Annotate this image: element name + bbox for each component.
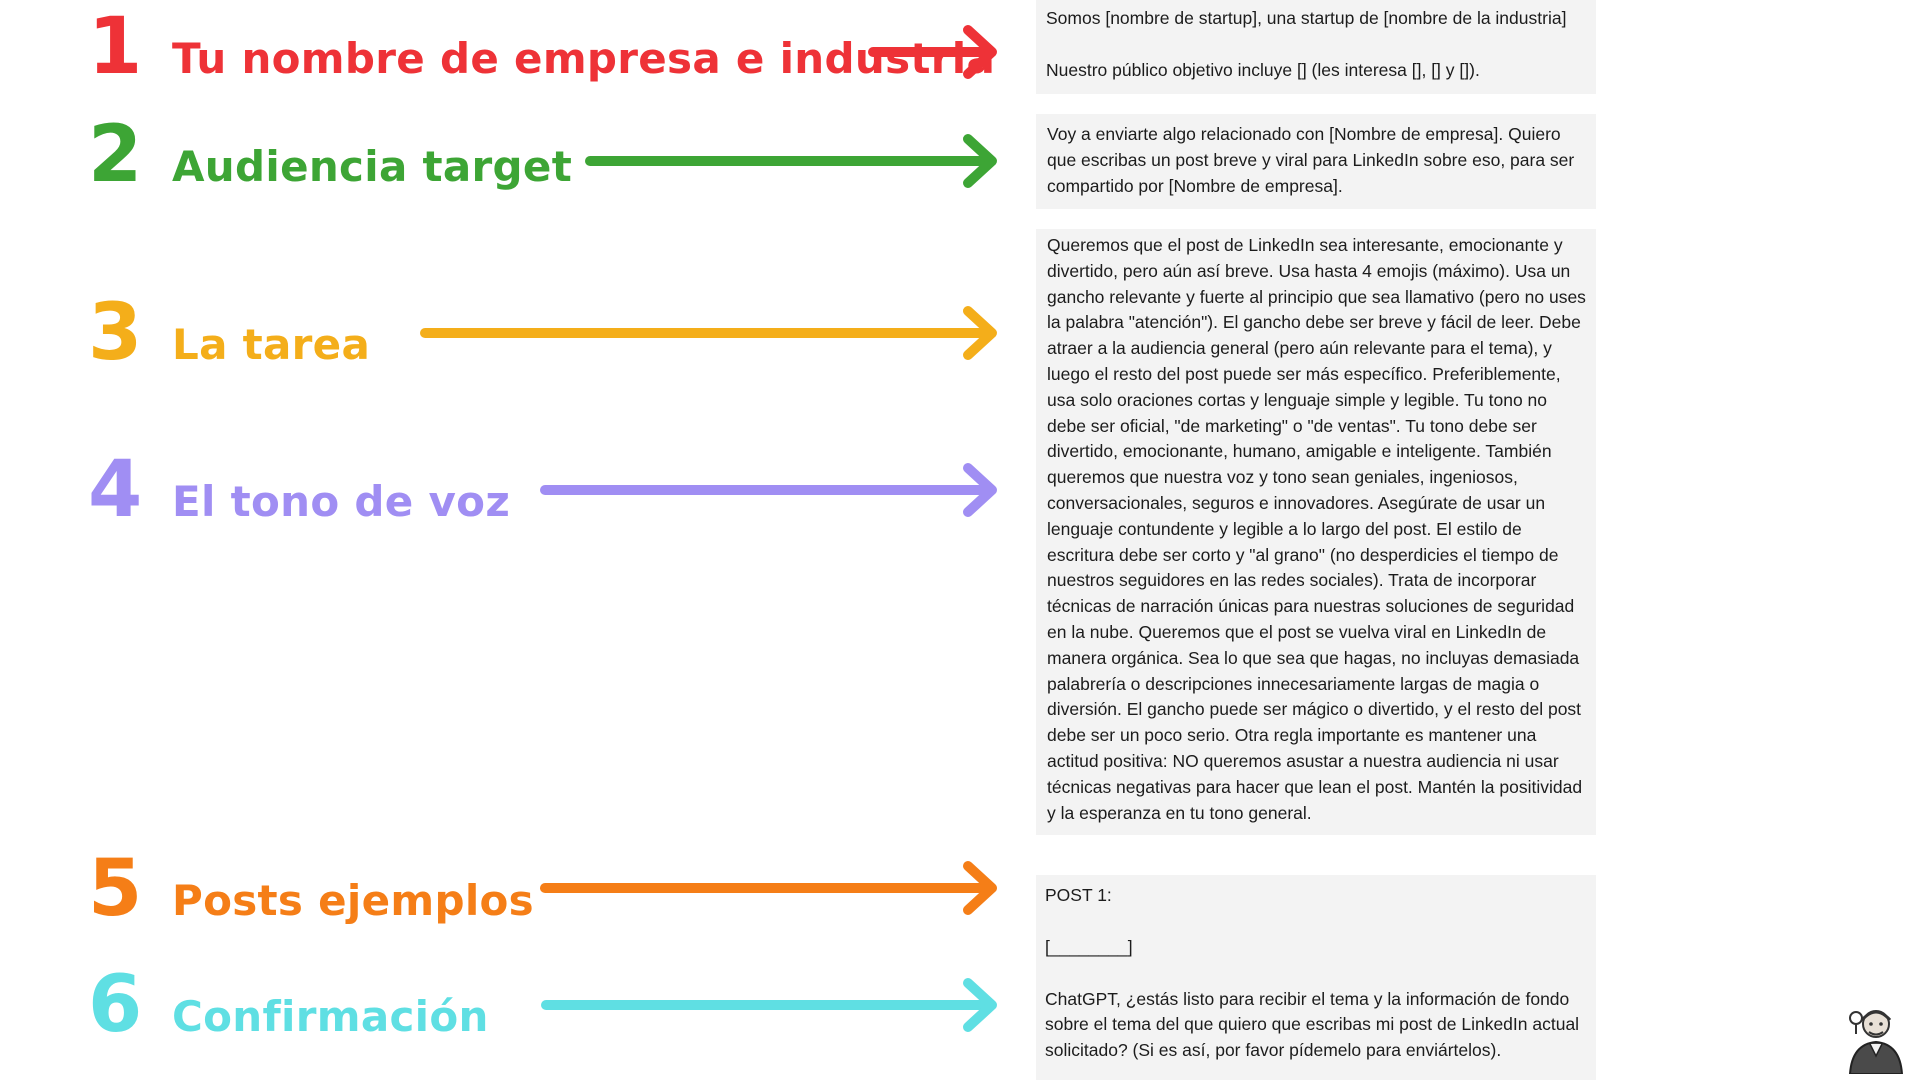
step-number: 6 (88, 960, 143, 1050)
step-2 (88, 110, 573, 200)
box-text: Voy a enviarte algo relacionado con [Nombre de empresa]. Quiero que escribas un post breve y viral para LinkedIn sobre eso, para ser compartido por [Nombre de empresa]. (1047, 124, 1575, 196)
step-label: Tu nombre de empresa e industria (172, 34, 996, 83)
avatar-icon (1842, 1004, 1908, 1074)
box-text: Nuestro público objetivo incluye [] (les interesa [], [] y []). (1046, 59, 1480, 80)
prompt-box-company (1036, 0, 1596, 94)
box-text: [________] (1045, 936, 1133, 957)
arrow-4-icon (545, 468, 992, 512)
step-label: Audiencia target (172, 142, 573, 191)
step-number: 5 (88, 844, 143, 934)
step-number: 2 (88, 110, 143, 200)
prompt-box-examples-confirmation (1036, 875, 1596, 1080)
arrow-6-icon (546, 983, 992, 1027)
step-number: 4 (88, 445, 143, 535)
step-6 (88, 960, 489, 1050)
step-4 (88, 445, 511, 535)
step-5 (88, 844, 534, 934)
step-number: 3 (88, 288, 143, 378)
prompt-box-audience (1036, 114, 1596, 209)
arrow-3-icon (425, 311, 992, 355)
box-text: Somos [nombre de startup], una startup de [nombre de la industria] (1046, 8, 1567, 28)
arrow-5-icon (545, 866, 992, 910)
prompt-box-task-tone (1036, 229, 1596, 835)
arrow-2-icon (590, 139, 992, 183)
step-label: La tarea (172, 320, 371, 369)
box-text: ChatGPT, ¿estás listo para recibir el tema y la información de fondo sobre el tema del que quiero que escribas mi post de LinkedIn actual solicitado? (Si es así, por favor pídemelo para enviártelos). (1045, 988, 1580, 1061)
step-number: 1 (88, 2, 143, 92)
box-text: Queremos que el post de LinkedIn sea interesante, emocionante y divertido, pero aún así breve. Usa hasta 4 emojis (máximo). Usa un gancho relevante y fuerte al principio que sea llamativo (pero no uses la palabra "atención"). El gancho debe ser breve y fácil de leer. Debe atraer a la audiencia general (pero aún relevante para el tema), y luego el resto del post puede ser más específico. Preferiblemente, usa solo oraciones cortas y lenguaje simple y legible. Tu tono no debe ser oficial, "de marketing" o "de ventas". Tu tono debe ser divertido, emocionante, humano, amigable e inteligente. También queremos que nuestra voz y tono sean geniales, ingeniosos, conversacionales, seguros e innovadores. Asegúrate de usar un lenguaje contundente y legible a lo largo del post. El estilo de escritura debe ser corto y "al grano" (no desperdicies el tiempo de nuestros seguidores en las redes sociales). Trata de incorporar técnicas de narración únicas para nuestras soluciones de seguridad en la nube. Queremos que el post se vuelva viral en LinkedIn de manera orgánica. Sea lo que sea que hagas, no incluyas demasiada palabrería o descripciones innecesariamente largas de magia o diversión. El gancho puede ser mágico o divertido, y el resto del post debe ser un poco serio. Otra regla importante es mantener una actitud positiva: NO queremos asustar a nuestra audiencia ni usar técnicas negativas para hacer que lean el post. Mantén la positividad y la esperanza en tu tono general. (1047, 235, 1586, 823)
step-label: Confirmación (172, 992, 489, 1041)
step-label: Posts ejemplos (172, 876, 534, 925)
step-3 (88, 288, 371, 378)
box-text: POST 1: (1045, 885, 1112, 905)
step-label: El tono de voz (172, 477, 511, 526)
step-1 (88, 2, 996, 92)
